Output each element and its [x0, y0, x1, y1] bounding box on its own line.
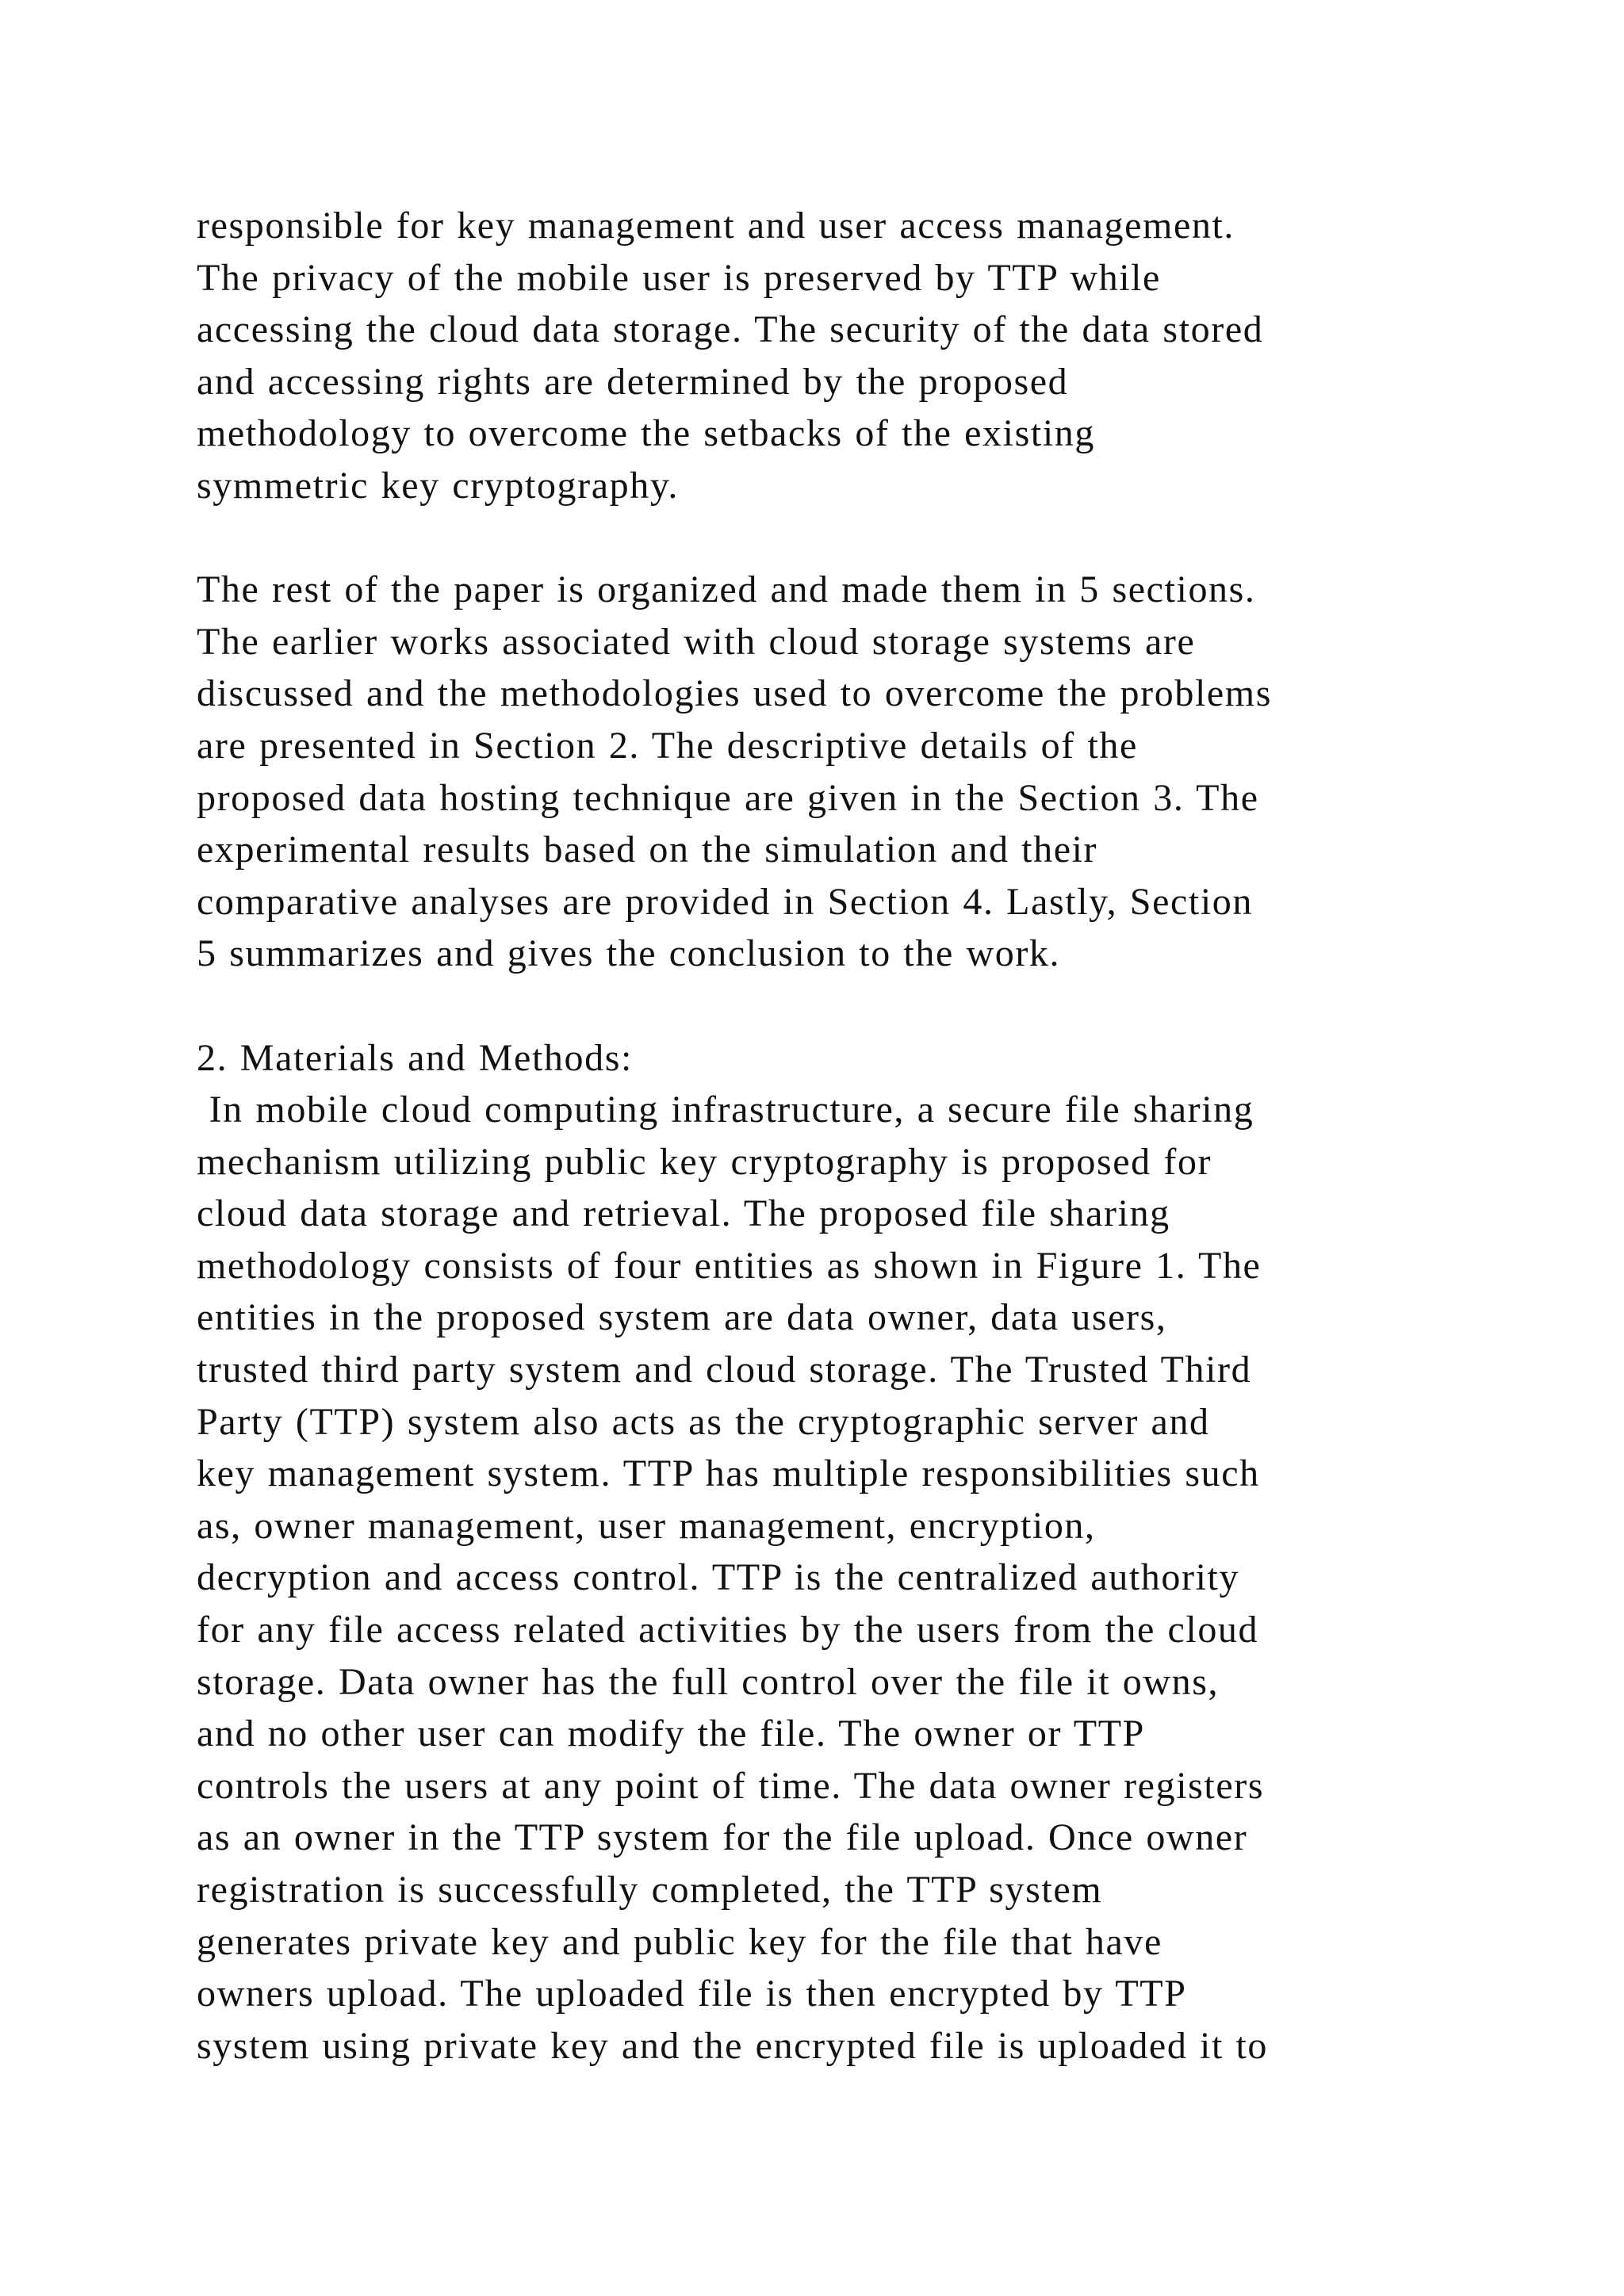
text-line: experimental results based on the simulation and their [197, 828, 1098, 871]
text-line: symmetric key cryptography. [197, 464, 679, 507]
text-line: and no other user can modify the file. The owner or TTP [197, 1712, 1145, 1755]
paragraph-spacer [197, 980, 1545, 1032]
text-line: system using private key and the encrypted file is uploaded it to [197, 2024, 1269, 2067]
paragraph-key-management [197, 200, 1545, 512]
text-line: are presented in Section 2. The descriptive details of the [197, 724, 1138, 767]
text-line: as an owner in the TTP system for the file upload. Once owner [197, 1816, 1248, 1859]
document-body [197, 200, 1545, 2072]
text-line: owners upload. The uploaded file is then encrypted by TTP [197, 1973, 1187, 2015]
text-line: accessing the cloud data storage. The security of the data stored [197, 308, 1264, 351]
text-line: responsible for key management and user access management. [197, 205, 1235, 247]
text-line: key management system. TTP has multiple responsibilities such [197, 1452, 1260, 1495]
section-heading: 2. Materials and Methods: [197, 1036, 633, 1079]
paragraph-spacer [197, 512, 1545, 564]
text-line: trusted third party system and cloud storage. The Trusted Third [197, 1349, 1252, 1391]
text-line: In mobile cloud computing infrastructure, a secure file sharing [197, 1089, 1254, 1131]
text-line: Party (TTP) system also acts as the cryptographic server and [197, 1400, 1210, 1443]
text-line: The earlier works associated with cloud storage systems are [197, 620, 1196, 663]
text-line: methodology to overcome the setbacks of the existing [197, 412, 1095, 455]
paragraph-materials-methods [197, 1084, 1545, 2072]
text-line: entities in the proposed system are data owner, data users, [197, 1296, 1167, 1339]
text-line: for any file access related activities by the users from the cloud [197, 1609, 1259, 1651]
text-line: and accessing rights are determined by the proposed [197, 360, 1069, 403]
text-line: mechanism utilizing public key cryptography is proposed for [197, 1140, 1212, 1183]
text-line: discussed and the methodologies used to overcome the problems [197, 672, 1272, 715]
text-line: The rest of the paper is organized and made them in 5 sections. [197, 568, 1256, 611]
text-line: as, owner management, user management, encryption, [197, 1504, 1096, 1547]
text-line: generates private key and public key for the file that have [197, 1920, 1162, 1963]
text-line: proposed data hosting technique are given in the Section 3. The [197, 776, 1259, 819]
text-line: decryption and access control. TTP is the centralized authority [197, 1556, 1240, 1599]
paragraph-paper-organization [197, 564, 1545, 980]
text-line: 5 summarizes and gives the conclusion to the work. [197, 932, 1061, 975]
text-line: methodology consists of four entities as shown in Figure 1. The [197, 1244, 1262, 1287]
text-line: registration is successfully completed, the TTP system [197, 1869, 1103, 1911]
text-line: cloud data storage and retrieval. The proposed file sharing [197, 1192, 1170, 1235]
text-line: controls the users at any point of time. The data owner registers [197, 1764, 1265, 1807]
text-line: comparative analyses are provided in Section 4. Lastly, Section [197, 880, 1253, 923]
text-line: storage. Data owner has the full control over the file it owns, [197, 1660, 1220, 1703]
text-line: The privacy of the mobile user is preserved by TTP while [197, 256, 1161, 299]
